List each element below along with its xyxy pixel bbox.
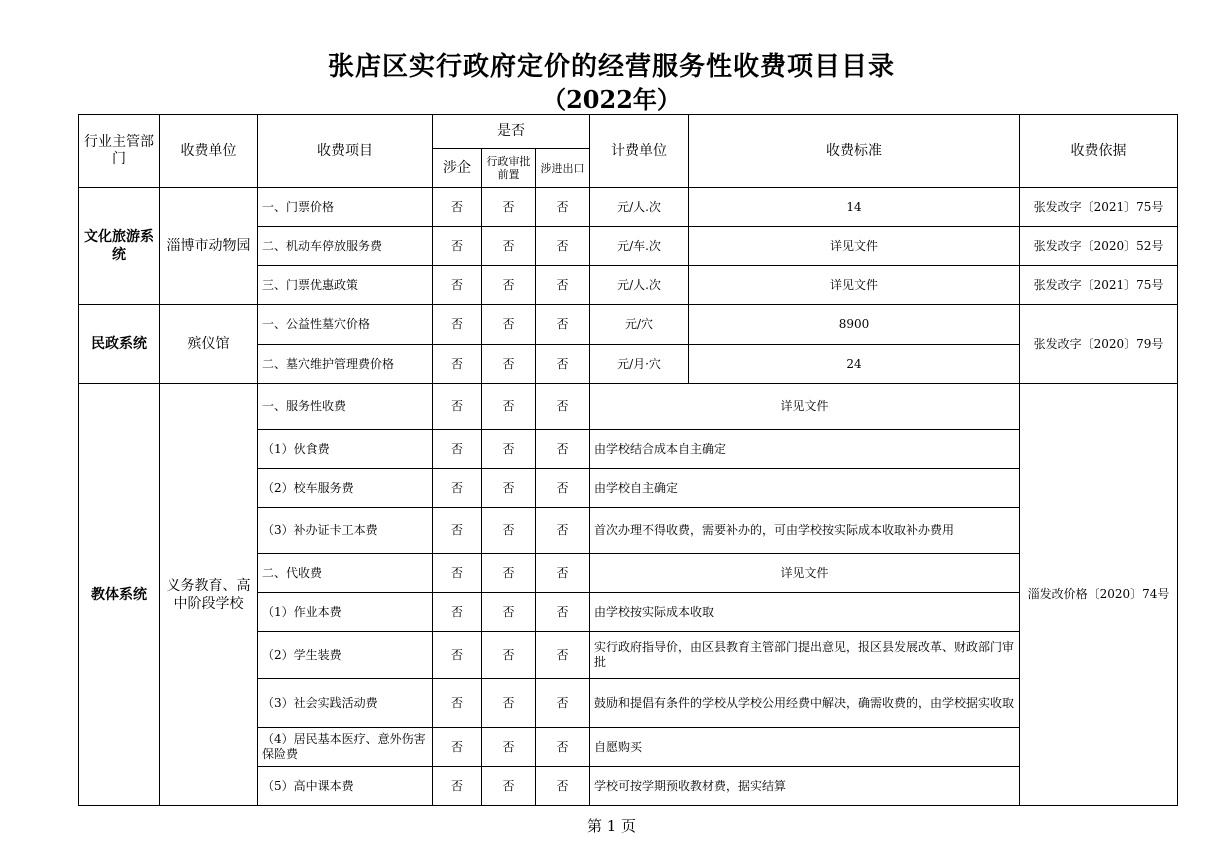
flag-cell: 否 [433,554,482,593]
flag-cell: 否 [536,767,590,806]
item-cell: （5）高中课本费 [258,767,433,806]
flag-cell: 否 [536,554,590,593]
flag-cell: 否 [536,728,590,767]
flag-cell: 否 [536,384,590,430]
flag-cell: 否 [433,188,482,227]
flag-cell: 否 [433,227,482,266]
header-import-export: 涉进出口 [536,149,590,188]
flag-cell: 否 [433,508,482,554]
flag-cell: 否 [482,767,536,806]
standard-cell: 鼓励和提倡有条件的学校从学校公用经费中解决，确需收费的，由学校据实收取 [590,679,1020,728]
standard-cell: 14 [689,188,1020,227]
header-admin-approval: 行政审批前置 [482,149,536,188]
standard-cell: 由学校自主确定 [590,469,1020,508]
standard-cell: 详见文件 [590,384,1020,430]
header-item: 收费项目 [258,115,433,188]
flag-cell: 否 [536,266,590,305]
item-cell: 二、墓穴维护管理费价格 [258,345,433,384]
item-cell: （1）伙食费 [258,430,433,469]
dept-cell: 教体系统 [79,384,160,806]
flag-cell: 否 [482,266,536,305]
header-basis: 收费依据 [1020,115,1178,188]
item-cell: （3）补办证卡工本费 [258,508,433,554]
charge-unit-cell: 元/穴 [590,305,689,345]
charge-unit-cell: 元/车.次 [590,227,689,266]
header-unit: 收费单位 [160,115,258,188]
page-subtitle: （2022年） [542,85,681,114]
flag-cell: 否 [482,430,536,469]
flag-cell: 否 [433,469,482,508]
page-title: 张店区实行政府定价的经营服务性收费项目目录 [327,52,895,82]
flag-cell: 否 [433,593,482,632]
item-cell: （2）校车服务费 [258,469,433,508]
flag-cell: 否 [536,305,590,345]
table-row [79,305,1178,345]
flag-cell: 否 [536,593,590,632]
header-involves-enterprise: 涉企 [433,149,482,188]
header-standard: 收费标准 [689,115,1020,188]
flag-cell: 否 [433,266,482,305]
flag-cell: 否 [482,227,536,266]
standard-cell: 详见文件 [689,227,1020,266]
item-cell: （1）作业本费 [258,593,433,632]
unit-cell: 殡仪馆 [160,305,258,384]
unit-cell: 淄博市动物园 [160,188,258,305]
table-row [79,384,1178,430]
unit-cell: 义务教育、高中阶段学校 [160,384,258,806]
item-cell: 一、服务性收费 [258,384,433,430]
flag-cell: 否 [482,469,536,508]
header-dept: 行业主管部门 [79,115,160,188]
flag-cell: 否 [433,767,482,806]
item-cell: （4）居民基本医疗、意外伤害保险费 [258,728,433,767]
item-cell: 一、公益性墓穴价格 [258,305,433,345]
item-cell: （2）学生装费 [258,632,433,679]
flag-cell: 否 [536,679,590,728]
standard-cell: 24 [689,345,1020,384]
charge-unit-cell: 元/人.次 [590,188,689,227]
fee-table [78,114,1178,806]
standard-cell: 详见文件 [689,266,1020,305]
standard-cell: 由学校结合成本自主确定 [590,430,1020,469]
charge-unit-cell: 元/人.次 [590,266,689,305]
standard-cell: 实行政府指导价，由区县教育主管部门提出意见，报区县发展改革、财政部门审批 [590,632,1020,679]
flag-cell: 否 [536,188,590,227]
flag-cell: 否 [482,728,536,767]
flag-cell: 否 [536,508,590,554]
flag-cell: 否 [536,430,590,469]
item-cell: 三、门票优惠政策 [258,266,433,305]
charge-unit-cell: 元/月·穴 [590,345,689,384]
basis-cell: 张发改字〔2021〕75号 [1020,188,1178,227]
flag-cell: 否 [482,632,536,679]
flag-cell: 否 [536,227,590,266]
standard-cell: 8900 [689,305,1020,345]
flag-cell: 否 [433,430,482,469]
flag-cell: 否 [433,345,482,384]
flag-cell: 否 [482,554,536,593]
basis-cell: 淄发改价格〔2020〕74号 [1020,384,1178,806]
dept-cell: 文化旅游系统 [79,188,160,305]
item-cell: 一、门票价格 [258,188,433,227]
standard-cell: 首次办理不得收费，需要补办的，可由学校按实际成本收取补办费用 [590,508,1020,554]
flag-cell: 否 [482,593,536,632]
page-number: 第 1 页 [586,817,637,835]
basis-cell: 张发改字〔2020〕52号 [1020,227,1178,266]
flag-cell: 否 [433,632,482,679]
flag-cell: 否 [433,679,482,728]
flag-cell: 否 [433,384,482,430]
standard-cell: 自愿购买 [590,728,1020,767]
flag-cell: 否 [536,345,590,384]
standard-cell: 由学校按实际成本收取 [590,593,1020,632]
flag-cell: 否 [482,305,536,345]
flag-cell: 否 [536,632,590,679]
flag-cell: 否 [482,188,536,227]
standard-cell: 学校可按学期预收教材费，据实结算 [590,767,1020,806]
header-yesno: 是否 [433,115,590,149]
flag-cell: 否 [482,384,536,430]
flag-cell: 否 [482,508,536,554]
header-charge-unit: 计费单位 [590,115,689,188]
basis-cell: 张发改字〔2020〕79号 [1020,305,1178,384]
flag-cell: 否 [433,305,482,345]
item-cell: 二、机动车停放服务费 [258,227,433,266]
dept-cell: 民政系统 [79,305,160,384]
standard-cell: 详见文件 [590,554,1020,593]
item-cell: （3）社会实践活动费 [258,679,433,728]
basis-cell: 张发改字〔2021〕75号 [1020,266,1178,305]
item-cell: 二、代收费 [258,554,433,593]
flag-cell: 否 [536,469,590,508]
flag-cell: 否 [482,345,536,384]
flag-cell: 否 [433,728,482,767]
flag-cell: 否 [482,679,536,728]
table-row [79,188,1178,227]
